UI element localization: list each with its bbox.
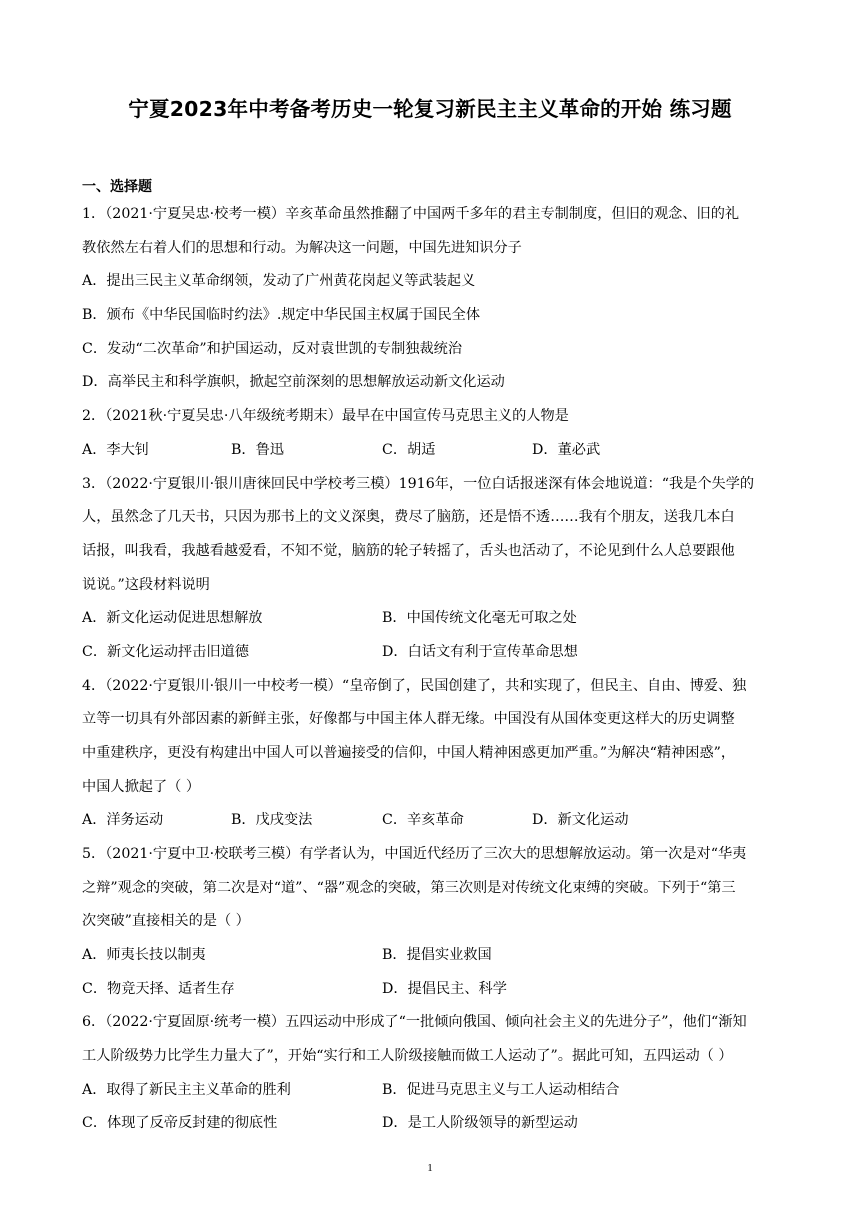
question-1-line-1: 1．（2021·宁夏吴忠·校考一模）辛亥革命虽然推翻了中国两千多年的君主专制制度，但旧的观念、旧的礼 bbox=[82, 206, 740, 222]
section-heading: 一、选择题 bbox=[82, 179, 152, 195]
question-1-option-d: D．高举民主和科学旗帜，掀起空前深刻的思想解放运动新文化运动 bbox=[82, 374, 505, 390]
question-6-line-2: 工人阶级势力比学生力量大了”，开始“实行和工人阶级接触而做工人运动了”。据此可知，五四运动（ ） bbox=[82, 1048, 733, 1064]
question-4-option-a: A．洋务运动 bbox=[82, 812, 164, 828]
question-4-line-2: 立等一切具有外部因素的新鲜主张，好像都与中国主体人群无缘。中国没有从国体变更这样大的历史调整 bbox=[82, 711, 735, 727]
question-3-option-c: C．新文化运动抨击旧道德 bbox=[82, 644, 249, 660]
page-number: 1 bbox=[427, 1162, 433, 1174]
question-3-line-1: 3．（2022·宁夏银川·银川唐徕回民中学校考三模）1916年，一位白话报迷深有体会地说道：“我是个失学的 bbox=[82, 476, 755, 492]
question-4-option-c: C．辛亥革命 bbox=[382, 812, 464, 828]
question-1-line-2: 教依然左右着人们的思想和行动。为解决这一问题，中国先进知识分子 bbox=[82, 240, 522, 256]
question-5-option-c: C．物竞天择、适者生存 bbox=[82, 981, 235, 997]
question-3-option-a: A．新文化运动促进思想解放 bbox=[82, 610, 263, 626]
question-2-option-c: C．胡适 bbox=[382, 442, 436, 458]
question-4-line-3: 中重建秩序，更没有构建出中国人可以普遍接受的信仰，中国人精神困惑更加严重。”为解决“精神困惑”， bbox=[82, 745, 736, 761]
question-5-line-1: 5．（2021·宁夏中卫·校联考三模）有学者认为，中国近代经历了三次大的思想解放运动。第一次是对“华夷 bbox=[82, 846, 747, 862]
document-title: 宁夏2023年中考备考历史一轮复习新民主主义革命的开始 练习题 bbox=[128, 97, 732, 121]
question-2-option-a: A．李大钊 bbox=[82, 442, 149, 458]
question-6-option-d: D．是工人阶级领导的新型运动 bbox=[382, 1115, 578, 1131]
question-6-line-1: 6．（2022·宁夏固原·统考一模）五四运动中形成了“一批倾向俄国、倾向社会主义的先进分子”，他们“渐知 bbox=[82, 1014, 747, 1030]
question-2-option-b: B．鲁迅 bbox=[231, 442, 284, 458]
question-5-option-d: D．提倡民主、科学 bbox=[382, 981, 507, 997]
question-4-option-d: D．新文化运动 bbox=[532, 812, 629, 828]
question-5-option-a: A．师夷长技以制夷 bbox=[82, 947, 206, 963]
question-3-line-2: 人，虽然念了几天书，只因为那书上的文义深奥，费尽了脑筋，还是悟不透……我有个朋友，送我几本白 bbox=[82, 509, 735, 525]
question-3-option-b: B．中国传统文化毫无可取之处 bbox=[382, 610, 577, 626]
question-2-option-d: D．董必武 bbox=[532, 442, 601, 458]
question-5-line-3: 次突破”直接相关的是（ ） bbox=[82, 913, 250, 929]
question-4-line-4: 中国人掀起了（ ） bbox=[82, 779, 201, 795]
question-1-option-c: C．发动“二次革命”和护国运动，反对袁世凯的专制独裁统治 bbox=[82, 341, 463, 357]
question-2-line-1: 2．（2021秋·宁夏吴忠·八年级统考期末）最早在中国宣传马克思主义的人物是 bbox=[82, 408, 569, 424]
question-6-option-b: B．促进马克思主义与工人运动相结合 bbox=[382, 1082, 620, 1098]
question-6-option-a: A．取得了新民主主义革命的胜利 bbox=[82, 1082, 291, 1098]
question-5-option-b: B．提倡实业救国 bbox=[382, 947, 492, 963]
question-3-line-4: 说说。”这段材料说明 bbox=[82, 577, 210, 593]
question-3-option-d: D．白话文有利于宣传革命思想 bbox=[382, 644, 578, 660]
question-1-option-b: B．颁布《中华民国临时约法》.规定中华民国主权属于国民全体 bbox=[82, 307, 481, 323]
question-3-line-3: 话报，叫我看，我越看越爱看，不知不觉，脑筋的轮子转摇了，舌头也活动了，不论见到什么人总要跟他 bbox=[82, 543, 735, 559]
question-4-option-b: B．戊戌变法 bbox=[231, 812, 313, 828]
question-1-option-a: A．提出三民主义革命纲领，发动了广州黄花岗起义等武装起义 bbox=[82, 273, 476, 289]
question-4-line-1: 4．（2022·宁夏银川·银川一中校考一模）“皇帝倒了，民国创建了，共和实现了，但民主、自由、博爱、独 bbox=[82, 678, 747, 694]
question-6-option-c: C．体现了反帝反封建的彻底性 bbox=[82, 1115, 278, 1131]
question-5-line-2: 之辩”观念的突破，第二次是对“道”、“器”观念的突破，第三次则是对传统文化束缚的突破。下列于“第三 bbox=[82, 880, 736, 896]
